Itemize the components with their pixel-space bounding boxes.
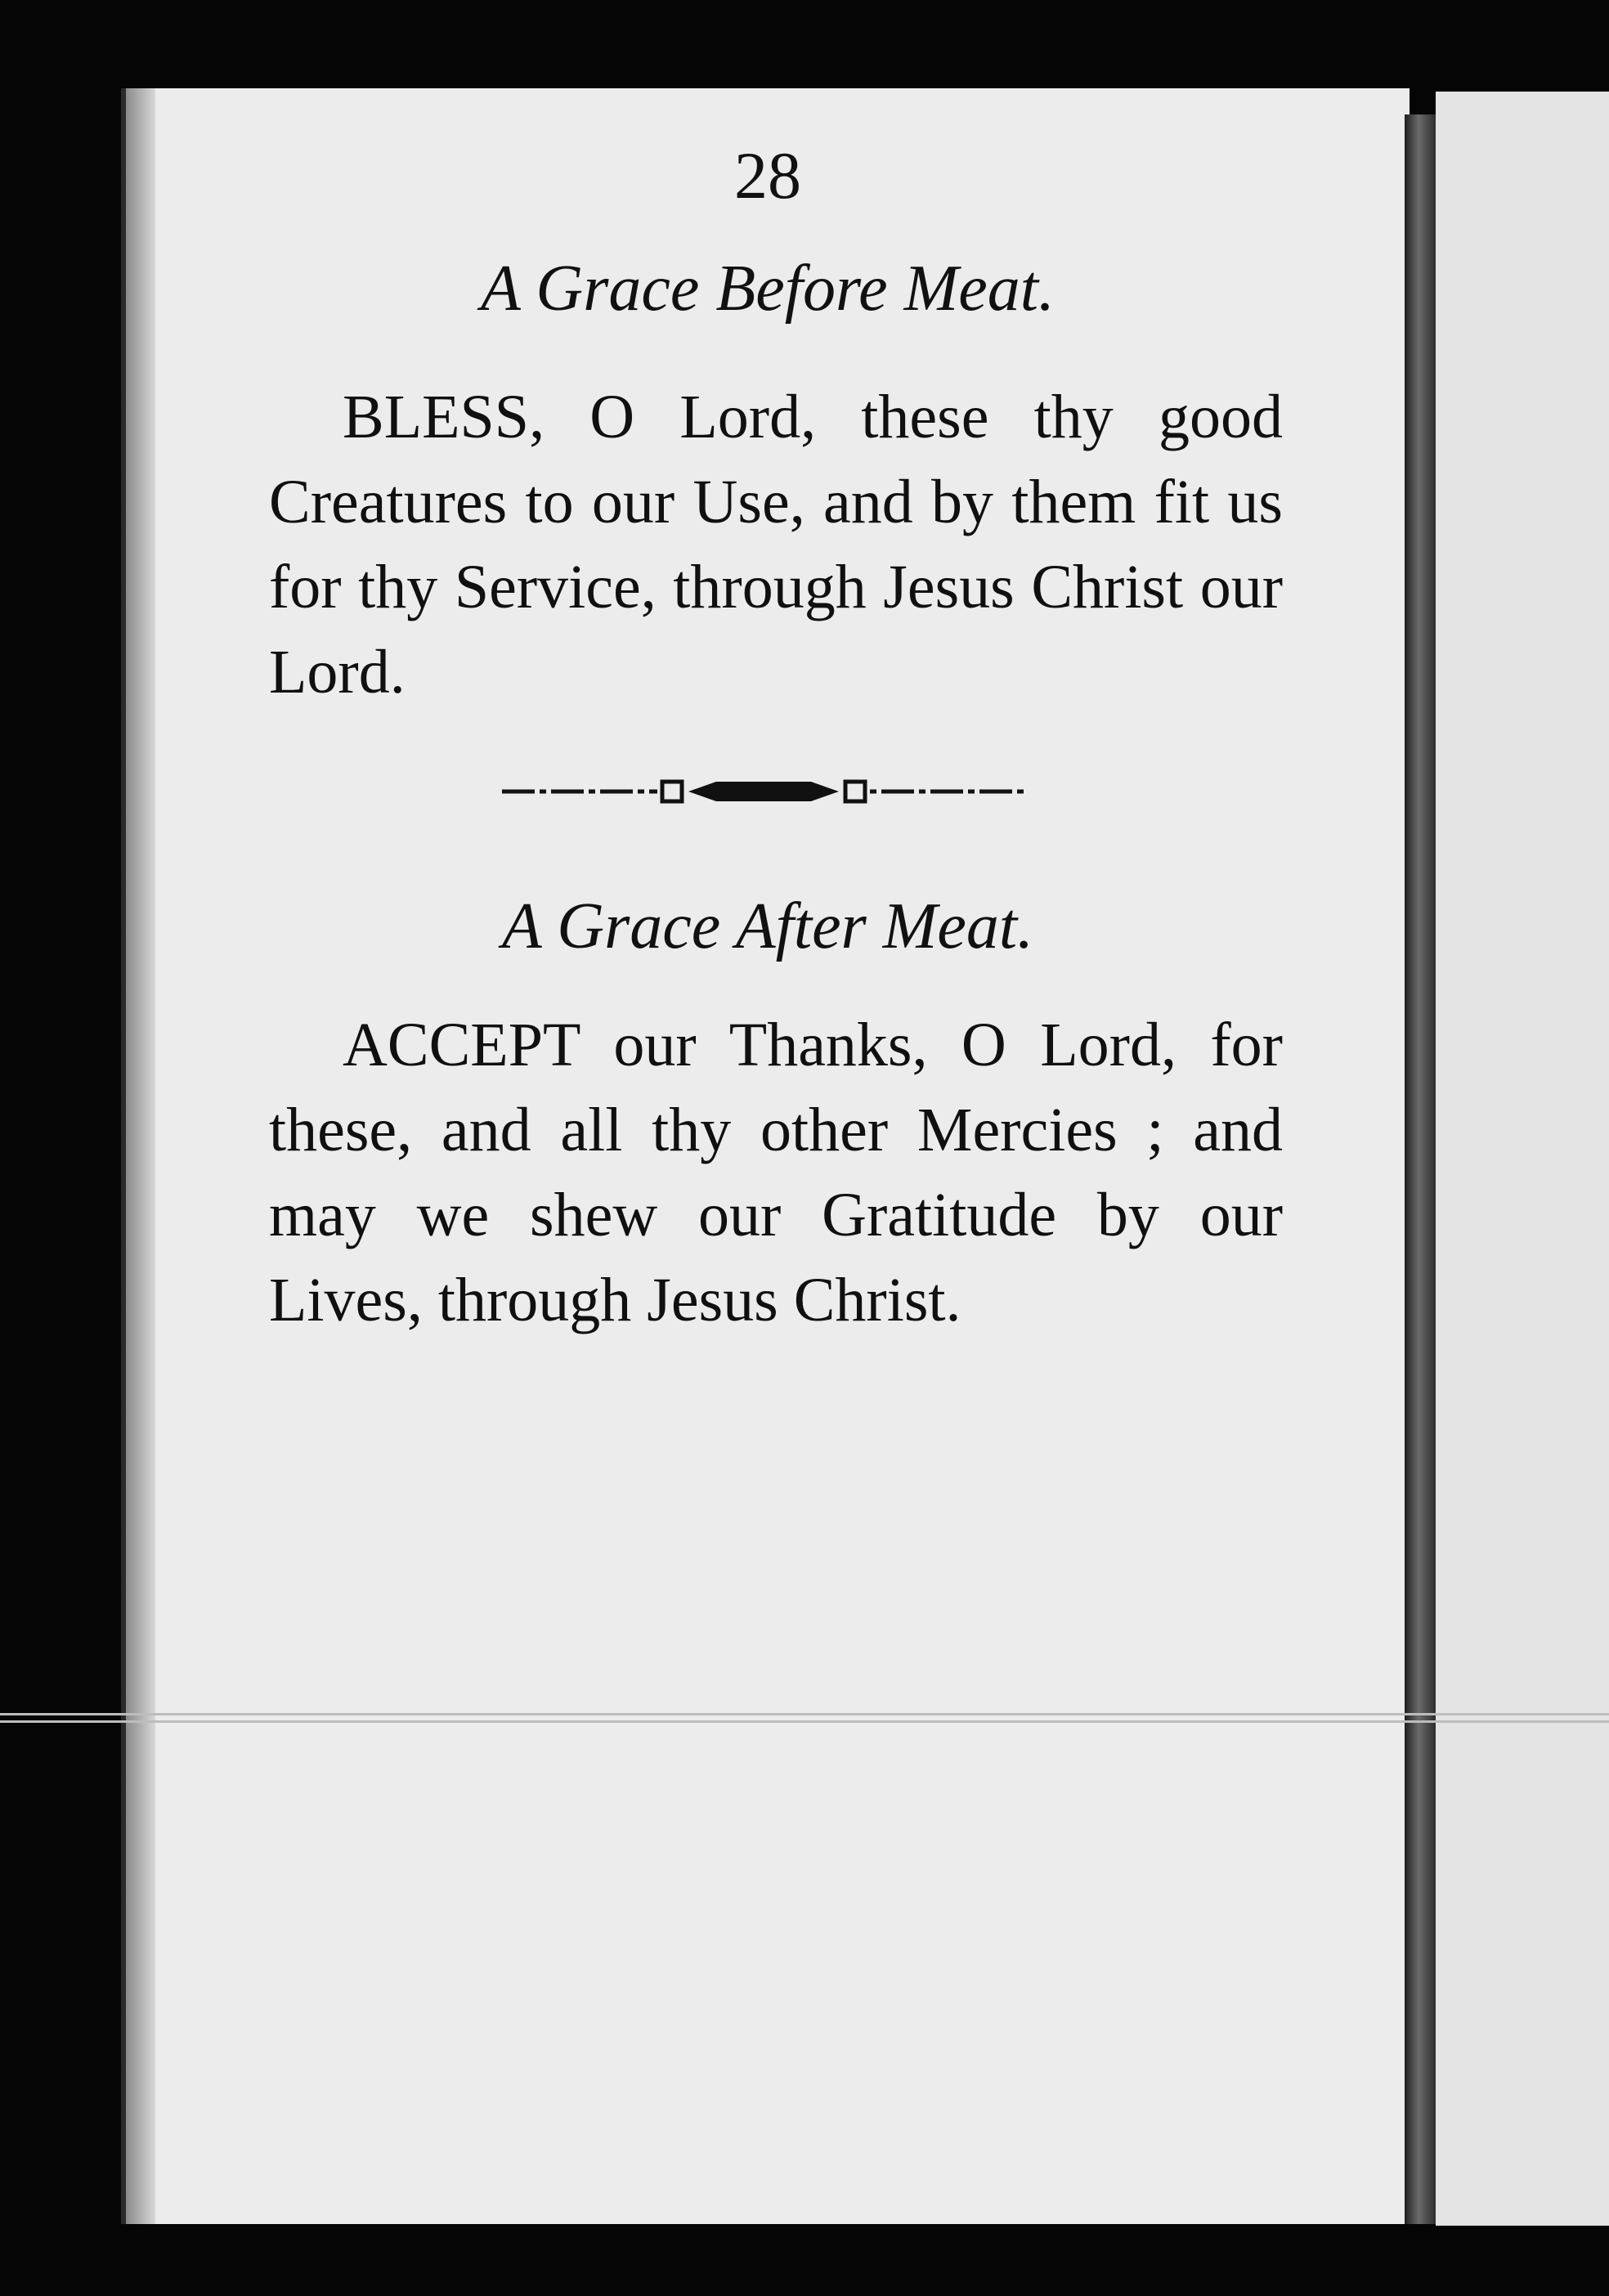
grace-after-text: ACCEPT our Thanks, O Lord, for these, and all thy other Mercies ; and may we shew our Gratitude by our Lives, through Jesus Christ. (269, 1011, 1283, 1334)
book-page (121, 88, 1410, 2224)
grace-before-heading: A Grace Before Meat. (481, 253, 1055, 325)
ornament-divider (502, 767, 1025, 816)
page-number: 28 (734, 138, 801, 213)
facing-page-edge (1436, 92, 1609, 2226)
book-gutter (1405, 114, 1436, 2224)
scan-line (0, 1713, 1609, 1715)
grace-after-heading: A Grace After Meat. (501, 890, 1034, 962)
grace-before-text: BLESS, O Lord, these thy good Creatures to our Use, and by them fit us for thy Service, through Jesus Christ our Lord. (269, 383, 1283, 706)
scan-line (0, 1720, 1609, 1723)
